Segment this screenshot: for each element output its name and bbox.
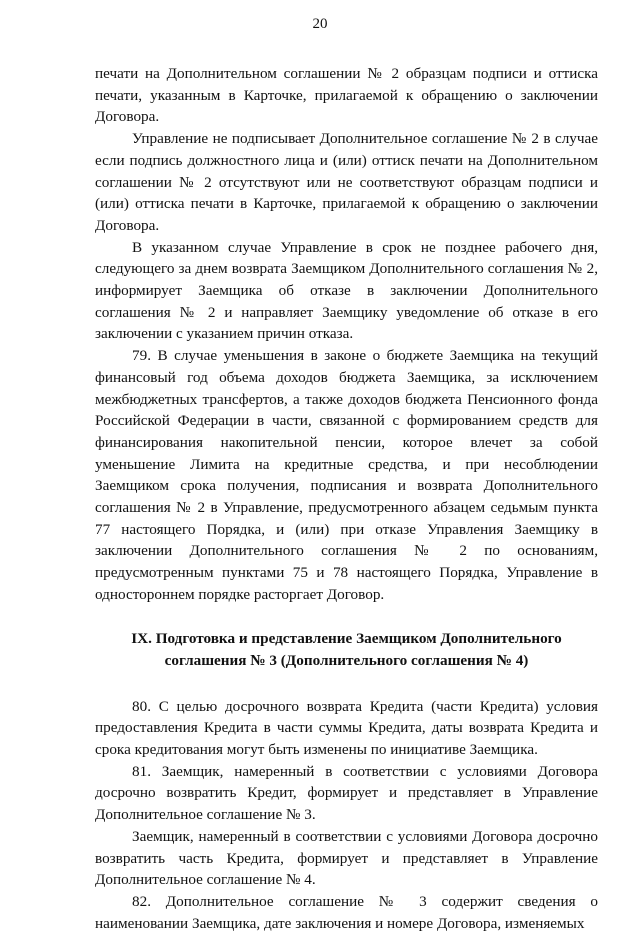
page-number: 20	[312, 16, 328, 32]
paragraph-item-80: 80. С целью досрочного возврата Кредита (части Кредита) условия предоставления Кредита в части суммы Кредита, даты возврата Кредита и срока кредитования могут быть изменены по инициативе Заемщика.	[95, 697, 598, 758]
paragraph-item-81: 81. Заемщик, намеренный в соответствии с условиями Договора досрочно возвратить Кредит, формирует и представляет в Управление Дополнительное соглашение № 3.	[95, 762, 598, 824]
section-heading-line-2: соглашения № 3 (Дополнительного соглашения № 4)	[164, 651, 529, 669]
paragraph-item-82: 82. Дополнительное соглашение № 3 содержит сведения о наименовании Заемщика, дате заключения и номере Договора, изменяемых	[95, 892, 598, 932]
paragraph-refusal-to-sign: Управление не подписывает Дополнительное соглашение № 2 в случае если подпись должностного лица и (или) оттиск печати на Дополнительном соглашении № 2 отсутствуют или не соответствуют образцам подписи и (или) оттиска печати в Карточке, прилагаемой к обращению о заключении Договора.	[95, 130, 598, 234]
document-body	[95, 63, 598, 934]
paragraph-item-81-part: Заемщик, намеренный в соответствии с условиями Договора досрочно возвратить часть Кредита, формирует и представляет в Управление Дополнительное соглашение № 4.	[95, 827, 598, 889]
section-heading-ix	[95, 628, 598, 672]
section-heading-line-1: IX. Подготовка и представление Заемщиком Дополнительного	[131, 629, 562, 647]
paragraph-item-79: 79. В случае уменьшения в законе о бюджете Заемщика на текущий финансовый год объема доходов бюджета Заемщика, за исключением межбюджетных трансфертов, а также доходов бюджета Пенсионного фонда Российской Федерации в части, связанной с формированием средств для финансирования накопительной пенсии, которое влечет за собой уменьшение Лимита на кредитные средства, и при несоблюдении Заемщиком срока получения, подписания и возврата Дополнительного соглашения № 2 в Управление, предусмотренного абзацем седьмым пункта 77 настоящего Порядка, и (или) при отказе Управления Заемщику в заключении Дополнительного соглашения № 2 по основаниям, предусмотренным пунктами 75 и 78 настоящего Порядка, Управление в одностороннем порядке расторгает Договор.	[95, 347, 598, 603]
paragraph-continuation: печати на Дополнительном соглашении № 2 образцам подписи и оттиска печати, указанным в Карточке, прилагаемой к обращению о заключении Договора.	[95, 65, 598, 126]
paragraph-refusal-notice: В указанном случае Управление в срок не позднее рабочего дня, следующего за днем возврата Заемщиком Дополнительного соглашения № 2, информирует Заемщика об отказе в заключении Дополнительного соглашения № 2 и направляет Заемщику уведомление об отказе в его заключении с указанием причин отказа.	[95, 238, 598, 343]
